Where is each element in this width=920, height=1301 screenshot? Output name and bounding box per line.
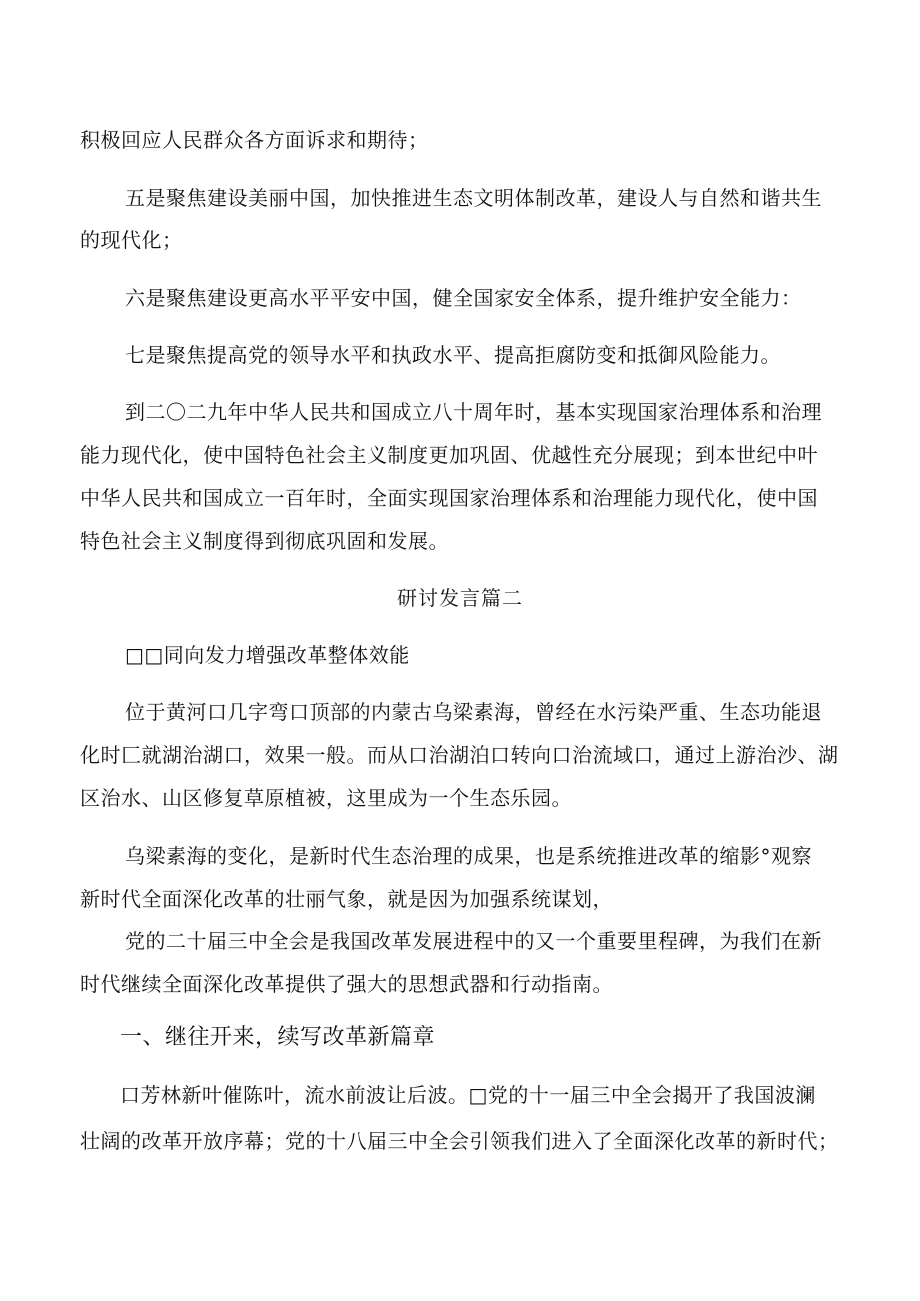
text-line: 乌梁素海的变化，是新时代生态治理的成果，也是系统推进改革的缩影°观察 xyxy=(125,844,812,868)
text-line: 区治水、山区修复草原植被，这里成为一个生态乐园。 xyxy=(80,786,572,810)
paragraph-line xyxy=(125,641,920,669)
text-line: □□同向发力增强改革整体效能 xyxy=(125,643,410,667)
section-heading: 一、继往开来，续写改革新篇章 xyxy=(120,1025,436,1050)
text-line: 的现代化； xyxy=(80,228,183,252)
paragraph-line xyxy=(125,341,920,369)
text-line: 五是聚焦建设美丽中国，加快推进生态文明体制改革，建设人与自然和谐共生 xyxy=(125,186,822,210)
paragraph-line xyxy=(120,1081,920,1109)
text-line: 新时代全面深化改革的壮丽气象，就是因为加强系统谋划， xyxy=(80,887,613,911)
text-line: 口芳林新叶催陈叶，流水前波让后波。□党的十一届三中全会揭开了我国波澜 xyxy=(120,1083,816,1107)
paragraph-line xyxy=(80,441,920,469)
text-line: 中华人民共和国成立一百年时，全面实现国家治理体系和治理能力现代化，使中国 xyxy=(80,486,818,510)
text-line: 时代继续全面深化改革提供了强大的思想武器和行动指南。 xyxy=(80,972,613,996)
text-line: 特色社会主义制度得到彻底巩固和发展。 xyxy=(80,529,449,553)
paragraph-line xyxy=(125,284,920,312)
paragraph-line xyxy=(80,527,920,555)
paragraph-line xyxy=(125,184,920,212)
paragraph-line xyxy=(80,741,920,769)
text-line: 到二〇二九年中华人民共和国成立八十周年时，基本实现国家治理体系和治理 xyxy=(125,400,822,424)
paragraph-line xyxy=(80,1127,920,1155)
paragraph-line xyxy=(80,226,920,254)
paragraph-line xyxy=(125,398,920,426)
text-line: 位于黄河口几字弯口顶部的内蒙古乌梁素海，曾经在水污染严重、生态功能退 xyxy=(125,700,822,724)
paragraph-line xyxy=(125,842,920,870)
paragraph-line xyxy=(80,126,920,154)
text-line: 积极回应人民群众各方面诉求和期待； xyxy=(80,128,429,152)
text-line: 党的二十届三中全会是我国改革发展进程中的又一个重要里程碑，为我们在新 xyxy=(125,929,822,953)
text-line: 化时匚就湖治湖口，效果一般。而从口治湖泊口转向口治流域口，通过上游治沙、湖 xyxy=(80,743,839,767)
text-line: 能力现代化，使中国特色社会主义制度更加巩固、优越性充分展现；到本世纪中叶 xyxy=(80,443,818,467)
paragraph-line xyxy=(80,970,920,998)
paragraph-line xyxy=(125,927,920,955)
paragraph-line xyxy=(125,698,920,726)
text-line: 壮阔的改革开放序幕；党的十八届三中全会引领我们进入了全面深化改革的新时代； xyxy=(80,1129,839,1153)
text-line: 六是聚焦建设更高水平平安中国，健全国家安全体系，提升维护安全能力： xyxy=(125,286,802,310)
paragraph-line xyxy=(80,885,920,913)
paragraph-line xyxy=(80,484,920,512)
paragraph-line xyxy=(80,784,920,812)
text-line: 七是聚焦提高党的领导水平和执政水平、提高拒腐防变和抵御风险能力。 xyxy=(125,343,781,367)
section-title: 研讨发言篇二 xyxy=(397,586,523,610)
